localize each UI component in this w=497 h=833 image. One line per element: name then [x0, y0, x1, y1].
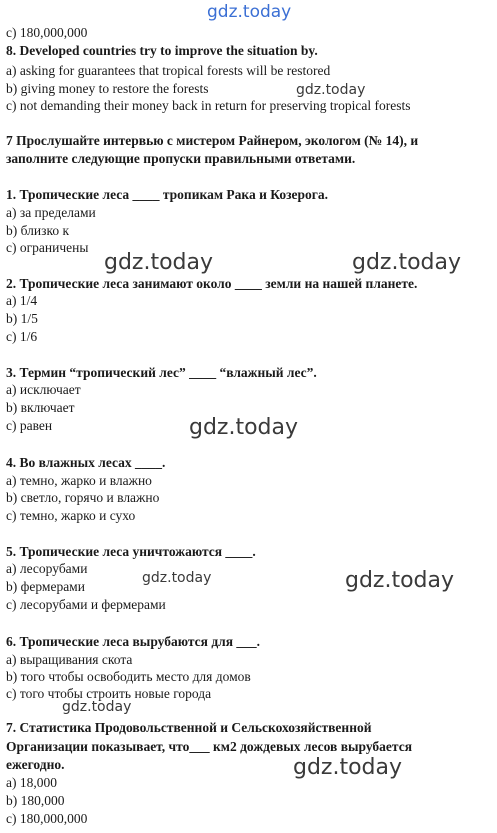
question-4-option-b: b) светло, горячо и влажно: [6, 490, 160, 505]
question-3-option-c: c) равен: [6, 418, 53, 433]
question-7-title-line-1: 7. Статистика Продовольственной и Сельскохозяйственной: [6, 720, 372, 735]
watermark: gdz.today: [189, 415, 299, 440]
question-2-option-a: a) 1/4: [6, 293, 38, 308]
question-5-option-c: c) лесорубами и фермерами: [6, 597, 166, 612]
question-1-option-a: a) за пределами: [6, 205, 96, 220]
question-2-option-c: c) 1/6: [6, 329, 38, 344]
watermark: gdz.today: [296, 82, 366, 98]
watermark: gdz.today: [352, 250, 462, 275]
question-7-title-line-3: ежегодно.: [6, 757, 65, 772]
question-4-option-a: a) темно, жарко и влажно: [6, 473, 152, 488]
question-8-title: 8. Developed countries try to improve the situation by.: [6, 43, 318, 58]
watermark: gdz.today: [62, 699, 132, 715]
task-7-heading-line-2: заполните следующие пропуски правильными ответами.: [6, 151, 356, 166]
question-1-option-b: b) близко к: [6, 223, 70, 238]
question-8-option-b: b) giving money to restore the forests: [6, 81, 209, 96]
task-7-heading-line-1: 7 Прослушайте интервью с мистером Райнером, экологом (№ 14), и: [6, 133, 419, 148]
watermark: gdz.today: [142, 570, 212, 586]
question-7-option-b: b) 180,000: [6, 793, 65, 808]
question-4-title: 4. Во влажных лесах ____.: [6, 455, 166, 470]
question-2-title: 2. Тропические леса занимают около ____ земли на нашей планете.: [6, 276, 418, 291]
question-6-title: 6. Тропические леса вырубаются для ___.: [6, 634, 261, 649]
question-5-title: 5. Тропические леса уничтожаются ____.: [6, 544, 256, 559]
question-4-option-c: c) темно, жарко и сухо: [6, 508, 136, 523]
question-1-option-c: c) ограничены: [6, 240, 89, 255]
prev-answer-c: c) 180,000,000: [6, 25, 88, 40]
question-6-option-a: a) выращивания скота: [6, 652, 133, 667]
question-3-option-a: a) исключает: [6, 382, 81, 397]
watermark-logo: gdz.today: [207, 2, 292, 22]
question-6-option-c: c) того чтобы строить новые города: [6, 686, 212, 701]
question-2-option-b: b) 1/5: [6, 311, 38, 326]
question-7-title-line-2: Организации показывает, что___ км2 дождевых лесов вырубается: [6, 739, 413, 754]
question-7-option-c: c) 180,000,000: [6, 811, 88, 826]
question-3-title: 3. Термин “тропический лес” ____ “влажный лес”.: [6, 365, 317, 380]
question-5-option-b: b) фермерами: [6, 579, 85, 594]
question-7-option-a: a) 18,000: [6, 775, 57, 790]
question-3-option-b: b) включает: [6, 400, 75, 415]
question-1-title: 1. Тропические леса ____ тропикам Рака и Козерога.: [6, 187, 329, 202]
question-6-option-b: b) того чтобы освободить место для домов: [6, 669, 251, 684]
question-5-option-a: a) лесорубами: [6, 561, 88, 576]
watermark: gdz.today: [293, 755, 403, 780]
question-8-option-a: a) asking for guarantees that tropical forests will be restored: [6, 63, 331, 78]
watermark: gdz.today: [345, 568, 455, 593]
question-8-option-c: c) not demanding their money back in return for preserving tropical forests: [6, 98, 411, 113]
watermark: gdz.today: [104, 250, 214, 275]
